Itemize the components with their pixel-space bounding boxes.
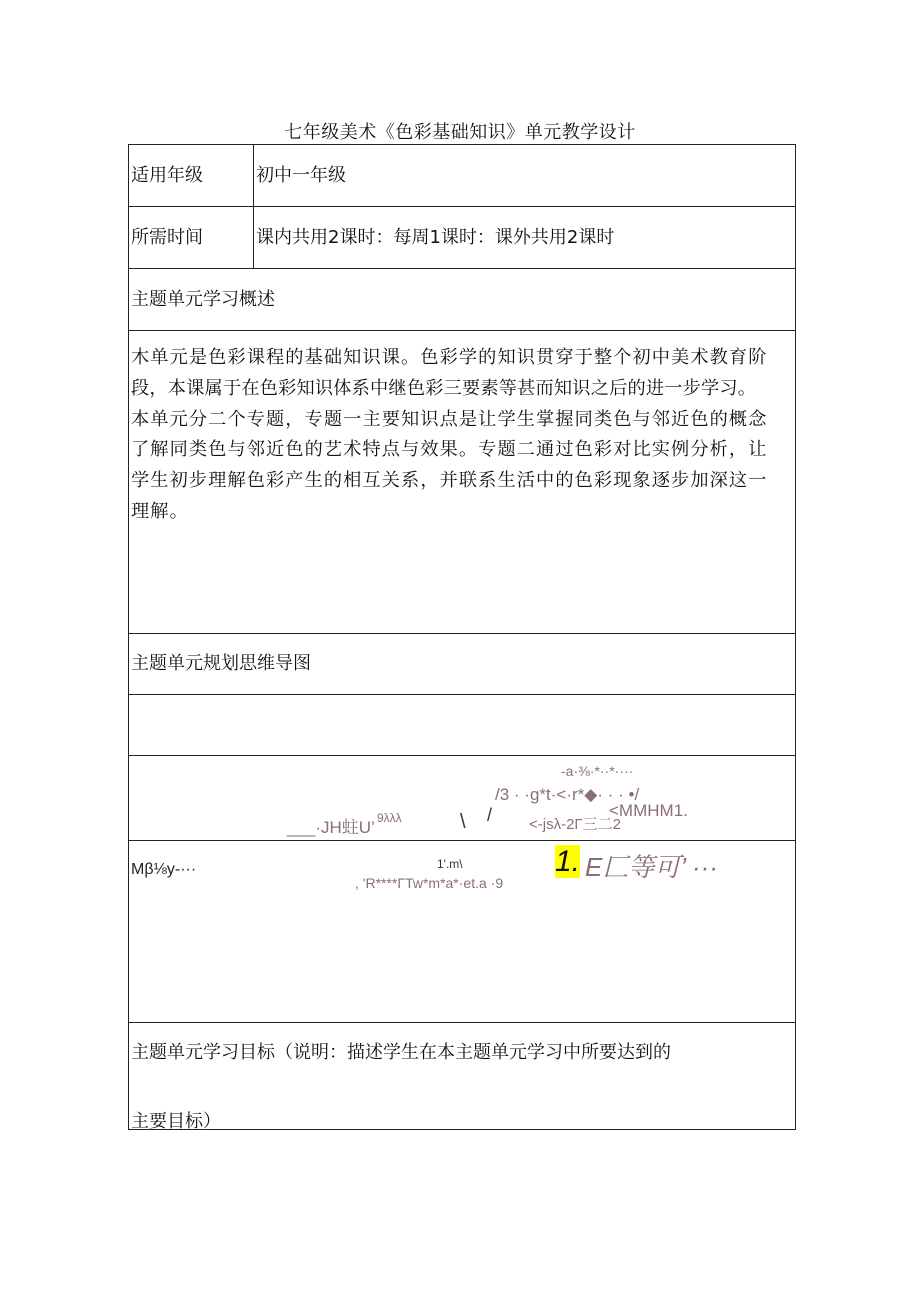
mindmap-garbled-text: <-jsλ-2Γ三二2 (529, 816, 622, 833)
row-divider (129, 268, 795, 269)
mindmap-garbled-text: <MMHM1. (609, 801, 688, 820)
mindmap-garbled-text: /3 · ·g*t·<·r*◆· · · •/ (495, 785, 640, 804)
mindmap-garbled-text: E匚等可’ ··· (585, 852, 718, 882)
mindmap-garbled-text: -a·⅜·*··*···· (561, 763, 634, 779)
overview-paragraph (131, 343, 795, 528)
row-divider (129, 330, 795, 331)
overview-header: 主题单元学习概述 (131, 289, 275, 310)
mindmap-garbled-label: Mβ⅛y-··· (131, 861, 197, 878)
mindmap-garbled-text: 9λλλ (377, 811, 402, 825)
row-divider (129, 840, 795, 841)
goals-header-line1: 主题单元学习目标（说明：描述学生在本主题单元学习中所要达到的 (131, 1042, 671, 1063)
row-divider (129, 206, 795, 207)
overview-line: 木单元是色彩课程的基础知识课。色彩学的知识贯穿于整个初中美术教育阶 (131, 347, 768, 368)
row-divider (129, 1022, 795, 1023)
mindmap-garbled-text: ___·JH蛀U’ (287, 818, 375, 837)
mindmap-header: 主题单元规划思维导图 (131, 653, 311, 674)
row-divider (129, 694, 795, 695)
goals-header-line2: 主要目标） (131, 1111, 221, 1132)
unit-design-table (128, 144, 796, 1130)
mindmap-garbled-text: 1'.m\ (437, 857, 463, 871)
mindmap-garbled-text: , 'R****ΓTw*m*a*·et.a ·9 (355, 875, 504, 891)
overview-line: 理解。 (131, 500, 189, 522)
time-label: 所需时间 (131, 227, 203, 248)
overview-line: 本单元分二个专题，专题一主要知识点是让学生掌握同类色与邻近色的概念 (131, 408, 768, 430)
overview-line: 段，本课属于在色彩知识体系中继色彩三要素等甚而知识之后的进一步学习。 (131, 377, 757, 399)
mindmap-garbled-text: / (487, 805, 493, 825)
row-divider (129, 755, 795, 756)
mindmap-highlight-number: 1. (555, 845, 581, 878)
grade-value: 初中一年级 (256, 165, 346, 186)
grade-label: 适用年级 (131, 165, 203, 186)
column-divider (253, 145, 254, 269)
overview-line: 了解同类色与邻近色的艺术特点与效果。专题二通过色彩对比实例分析，让 (131, 439, 768, 461)
row-divider (129, 633, 795, 634)
overview-line: 学生初步理解色彩产生的相互关系，并联系生活中的色彩现象逐步加深这一 (131, 470, 768, 492)
time-value: 课内共用2课时：每周1课时：课外共用2课时 (256, 227, 615, 248)
mindmap-garbled-text: \ (460, 811, 466, 833)
document-title: 七年级美术《色彩基础知识》单元教学设计 (284, 122, 636, 143)
